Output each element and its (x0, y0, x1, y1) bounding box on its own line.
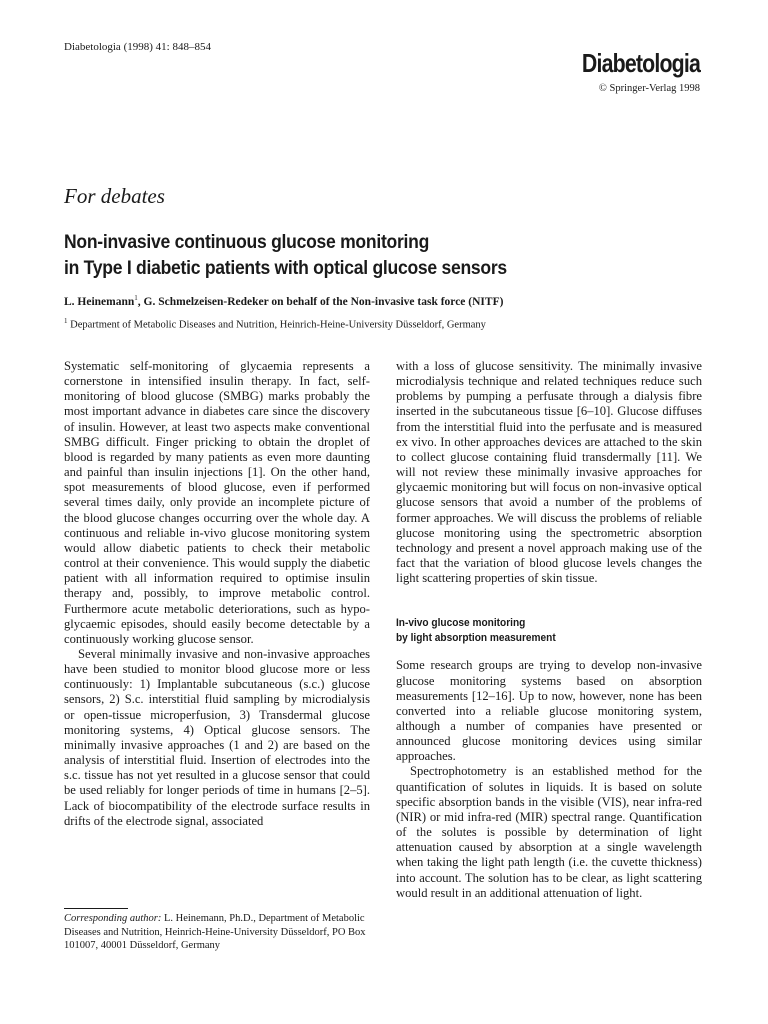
footnote-label: Corresponding author: (64, 913, 162, 924)
body-column-left (64, 359, 370, 829)
author-list-rest: , G. Schmelzeisen-Redeker on behalf of the Non-invasive task force (NITF) (137, 295, 504, 308)
journal-citation: Diabetologia (1998) 41: 848–854 (64, 41, 211, 53)
affiliation-mark: 1 (64, 317, 68, 325)
section-heading-line-2: by light absorption measurement (396, 632, 556, 645)
author-list (64, 294, 503, 308)
section-label: For debates (64, 184, 165, 208)
title-line-1: Non-invasive continuous glucose monitoring (64, 231, 430, 253)
paragraph: with a loss of glucose sensitivity. The minimally invasive microdialysis technique and related techniques reduce such problems by pumping a perfusate through a dialysis fibre inserted in the subcutaneous tissue [6–10]. Glucose diffuses from the interstitial fluid into the perfusate and is measured ex vivo. In other approaches devices are attached to the skin to collect glucose containing fluid transdermally [11]. We will not review these minimally invasive approaches for glycaemic monitoring but will focus on non-invasive optical glucose sensors that avoid a number of the problems of former approaches. We will discuss the problems of reliable glucose monitoring using the spectrometric absorption technology and present a novel approach making use of the fact that the variation of blood glucose levels changes the light scattering properties of skin tissue. (396, 359, 702, 586)
author-name: L. Heinemann (64, 295, 135, 308)
journal-logo: Diabetologia (581, 48, 700, 78)
affiliation-text: Department of Metabolic Diseases and Nutrition, Heinrich-Heine-University Düsseldorf, Germany (67, 319, 486, 331)
paragraph: Systematic self-monitoring of glycaemia represents a cornerstone in intensified insulin therapy. In fact, self-monitoring of blood glucose (SMBG) marks probably the most important advance in diabetes care since the discovery of insulin. However, at least two aspects make conventional SMBG difficult. Finger pricking to obtain the droplet of blood is regarded by many patients as even more daunting and painful than insulin injections [1]. On the other hand, spot measurements of blood glucose, even if performed several times daily, only provide an incomplete picture of the blood glucose changes occurring over the whole day. A continuous and reliable in-vivo glucose monitoring system would allow diabetic patients to check their metabolic control at their convenience. This would supply the diabetic patient with all information required to optimise insulin therapy and, possibly, to improve metabolic control. Furthermore acute metabolic deteriorations, such as hypoglycaemic episodes, should easily become detectable by a continuously working glucose sensor. (64, 359, 370, 646)
body-column-right (396, 359, 702, 901)
article-title (64, 229, 640, 281)
copyright-notice: © Springer-Verlag 1998 (598, 83, 700, 94)
paragraph: Spectrophotometry is an established method for the quantification of solutes in liquids. It is based on solute specific absorption bands in the visible (VIS), near infra-red (NIR) or mid infra-red (MIR) spectral range. Quantification of the solutes is possible by determination of light attenuation caused by absorption at a single wavelength when taking the light path length (i.e. the cuvette thickness) into account. The solution has to be clear, as light scattering would result in an additional attenuation of light. (396, 764, 702, 900)
paragraph: Several minimally invasive and non-invasive approaches have been studied to monitor blood glucose more or less continuously: 1) Implantable subcutaneous (s.c.) glucose sensors, 2) S.c. interstitial fluid sampling by microdialysis or open-tissue microperfusion, 3) Transdermal glucose monitoring systems, 4) Optical glucose sensors. The minimally invasive approaches (1 and 2) are based on the analysis of interstitial fluid. Insertion of electrodes into the s.c. tissue has not yet resulted in a glucose sensor that could be used reliably for longer periods of time in humans [2–5]. Lack of biocompatibility of the electrode surface results in drifts of the electrode signal, associated (64, 646, 370, 828)
author-affiliation-mark: 1 (134, 294, 138, 302)
footnote-rule (64, 908, 128, 909)
title-line-2: in Type I diabetic patients with optical glucose sensors (64, 257, 507, 279)
affiliation (64, 317, 486, 331)
section-heading-line-1: In-vivo glucose monitoring (396, 617, 526, 630)
corresponding-author-note (64, 912, 376, 953)
paragraph: Some research groups are trying to develop non-invasive glucose monitoring systems based on absorption measurements [12–16]. Up to now, however, none has been converted into a reliable glucose monitoring system, although a number of companies have presented or announced glucose monitoring devices using similar approaches. (396, 658, 702, 764)
footnote-text: L. Heinemann, Ph.D., Department of Metabolic Diseases and Nutrition, Heinrich-Heine-University Düsseldorf, PO Box 101007, 40001 Düsseldorf, Germany (64, 913, 366, 951)
